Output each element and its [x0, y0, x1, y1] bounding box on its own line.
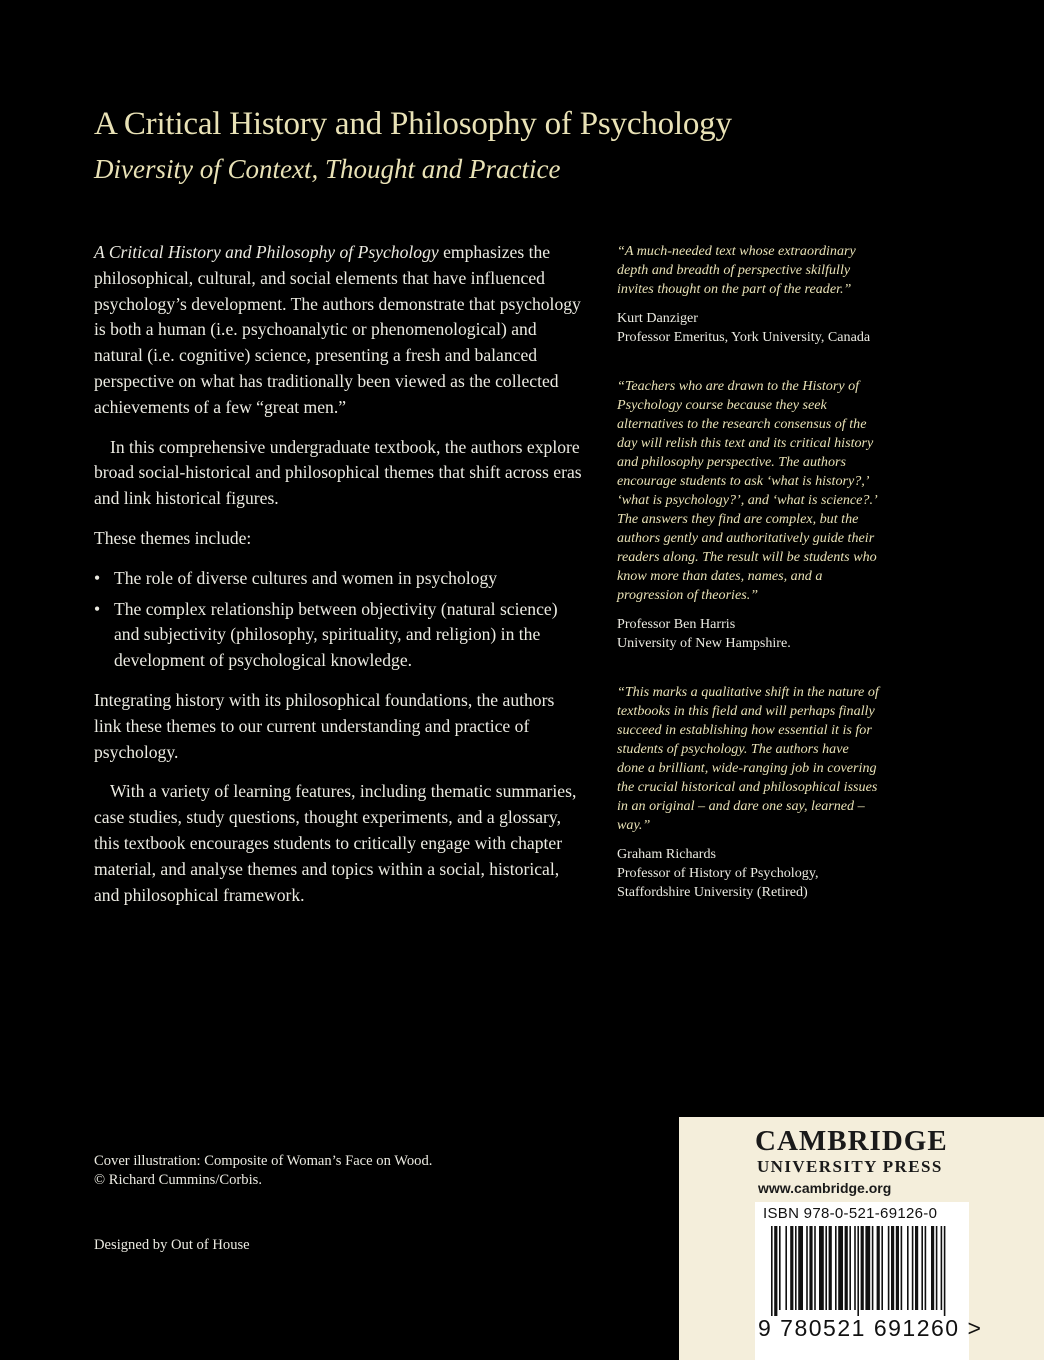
barcode-bar [901, 1226, 903, 1310]
list-item [94, 597, 584, 674]
list-item-text: The complex relationship between objectivity (natural science) and subjectivity (philosophy, spirituality, and religion) in the development of psychological knowledge. [114, 598, 558, 671]
endorsement-quote: “A much-needed text whose extraordinary depth and breadth of perspective skilfully invites thought on the part of the reader.” [617, 243, 856, 297]
list-item [94, 566, 584, 592]
barcode-bar [925, 1226, 927, 1310]
barcode-bar [809, 1226, 812, 1310]
publisher-name: CAMBRIDGE [755, 1125, 948, 1157]
barcode-bar [857, 1226, 859, 1316]
designer-credit: Designed by Out of House [94, 1237, 250, 1253]
blurb-paragraph-4: Integrating history with its philosophical foundations, the authors link these themes to our current understanding and practice of psychology. [94, 689, 555, 762]
endorsement [617, 377, 879, 653]
barcode-bar [872, 1226, 874, 1310]
endorser-affiliation: Professor of History of Psychology, Staffordshire University (Retired) [617, 865, 819, 900]
barcode-bar [941, 1226, 943, 1310]
barcode-bar [921, 1226, 923, 1310]
barcode-bar [795, 1226, 797, 1310]
bullet-glyph: • [94, 567, 101, 588]
barcode-bar [790, 1226, 793, 1310]
blurb-paragraph-3: These themes include: [94, 527, 252, 548]
blurb-column [94, 240, 584, 922]
list-item-text: The role of diverse cultures and women in psychology [114, 567, 498, 588]
barcode-bar [771, 1226, 773, 1316]
barcode-bar [849, 1226, 851, 1310]
endorsements-column [617, 242, 879, 932]
barcode-bar [774, 1226, 777, 1316]
barcode-bar [877, 1226, 880, 1310]
copyright-credit: © Richard Cummins/Corbis. [94, 1172, 262, 1188]
illustration-credit: Cover illustration: Composite of Woman’s Face on Wood. [94, 1153, 433, 1169]
themes-list [94, 566, 584, 674]
barcode-bar [865, 1226, 870, 1310]
endorsement-quote: “Teachers who are drawn to the History of Psychology course because they seek alternatives to the research consensus of the day will relish this text and its critical history and philosophy perspective. The authors encourage students to ask ‘what is history?,’ ‘what is psychology?’, and ‘what is science?.’ The answers they find are complex, but the authors gently and authoritatively guide their readers along. The result will be students who know more than dates, names, and a progression of theories.” [617, 378, 877, 603]
bullet-glyph: • [94, 598, 101, 619]
barcode-bar [888, 1226, 890, 1310]
barcode-bar [785, 1226, 787, 1310]
barcode-bar [854, 1226, 856, 1310]
barcode-bar [881, 1226, 883, 1310]
barcode-bar [845, 1226, 848, 1310]
publisher-panel [679, 1117, 1044, 1360]
barcode-bar [806, 1226, 808, 1310]
barcode-bar [907, 1226, 909, 1310]
endorser-affiliation: Professor Emeritus, York University, Canada [617, 329, 871, 345]
blurb-paragraph-1 [94, 240, 584, 421]
blurb-lead-title: A Critical History and Philosophy of Psychology [94, 242, 439, 262]
blurb-paragraph-5: With a variety of learning features, including thematic summaries, case studies, study questions, thought experiments, and a glossary, this textbook encourages students to critically engage with chapter material, and analyse themes and topics within a social, historical, and philosophical framework. [94, 781, 577, 905]
barcode-panel [755, 1202, 983, 1360]
barcode-icon [759, 1226, 965, 1316]
endorser-affiliation: University of New Hampshire. [617, 635, 791, 651]
barcode-bar [915, 1226, 918, 1310]
barcode-bar [814, 1226, 816, 1310]
book-subtitle: Diversity of Context, Thought and Practice [94, 154, 561, 184]
isbn-label: ISBN 978-0-521-69126-0 [763, 1205, 938, 1222]
barcode-digits: 9 780521 691260 > [758, 1315, 983, 1341]
barcode-bar [835, 1226, 837, 1310]
barcode-bar [861, 1226, 864, 1310]
barcode-bar [798, 1226, 803, 1310]
barcode-bar [779, 1226, 781, 1310]
barcode-bar [944, 1226, 946, 1316]
barcode-bar [891, 1226, 894, 1310]
barcode-bar [825, 1226, 827, 1310]
blurb-paragraph-1-text: emphasizes the philosophical, cultural, and social elements that have influenced psychology’s development. The authors demonstrate that psychology is both a human (i.e. psychoanalytic or phenomenological) and natural (i.e. cognitive) science, presenting a fresh and balanced perspective on what has traditionally been viewed as the collected achievements of a few “great men.” [94, 242, 581, 417]
endorsement-quote: “This marks a qualitative shift in the nature of textbooks in this field and will perhaps finally succeed in establishing how essential it is for students of psychology. The authors have done a brilliant, wide-ranging job in covering the crucial historical and philosophical issues in an original – and dare one say, learned – way.” [617, 684, 879, 833]
publisher-subline: UNIVERSITY PRESS [757, 1157, 943, 1176]
blurb-paragraph-2: In this comprehensive undergraduate textbook, the authors explore broad social-historical and philosophical themes that shift across eras and link historical figures. [94, 436, 582, 509]
endorser-name: Professor Ben Harris [617, 616, 736, 632]
barcode-bar [819, 1226, 824, 1310]
barcode-bar [829, 1226, 832, 1310]
endorser-name: Graham Richards [617, 846, 717, 862]
endorsement [617, 242, 879, 347]
publisher-url: www.cambridge.org [758, 1180, 892, 1196]
endorser-name: Kurt Danziger [617, 310, 699, 326]
barcode-bar [896, 1226, 899, 1310]
barcode-bar [912, 1226, 914, 1310]
endorsement [617, 683, 879, 902]
book-title: A Critical History and Philosophy of Psychology [94, 106, 732, 142]
cover-credits [94, 1152, 432, 1190]
barcode-bar [931, 1226, 934, 1310]
barcode-bar [838, 1226, 843, 1310]
barcode-bar [936, 1226, 938, 1310]
